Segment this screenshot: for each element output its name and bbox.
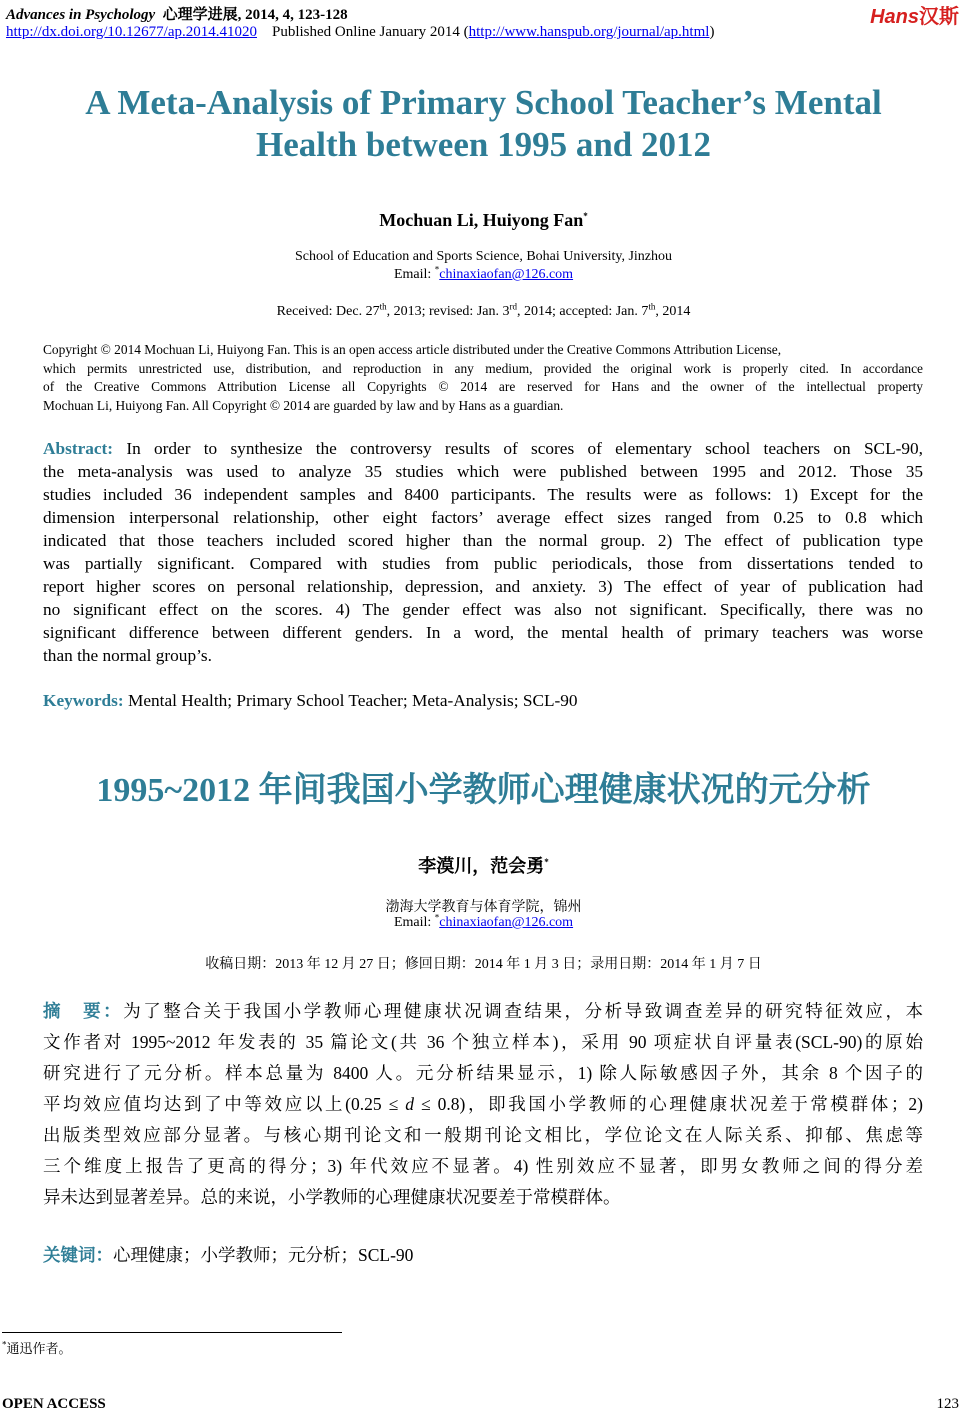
email-cn: Email: *chinaxiaofan@126.com xyxy=(393,912,574,930)
authors-en: Mochuan Li, Huiyong Fan* xyxy=(379,210,588,230)
abstract-label: Abstract: xyxy=(43,439,114,458)
abstract-cn-label: 摘 要： xyxy=(43,1001,124,1021)
footnote-rule xyxy=(2,1332,342,1333)
title-cn: 1995~2012 年间我国小学教师心理健康状况的元分析 xyxy=(96,772,871,809)
received-en: Received: Dec. 27th, 2013; revised: Jan. 3rd, 2014; accepted: Jan. 7th, 2014 xyxy=(276,301,691,319)
received-cn: 收稿日期：2013 年 12 月 27 日；修回日期：2014 年 1 月 3 日；录用日期：2014 年 1 月 7 日 xyxy=(205,957,762,972)
running-header xyxy=(6,3,348,24)
keywords-cn-label: 关键词： xyxy=(43,1245,113,1265)
footnote: *通迅作者。 xyxy=(2,1339,72,1356)
title-en-line1: A Meta-Analysis of Primary School Teacher’s Mental xyxy=(85,83,882,122)
publication-line: http://dx.doi.org/10.12677/ap.2014.41020 Published Online January 2014 (http://www.hanspub.org/journal/ap.html) xyxy=(6,24,715,40)
title-en xyxy=(0,82,967,166)
journal-name-en: Advances in Psychology xyxy=(6,7,156,23)
title-en-line2: Health between 1995 and 2012 xyxy=(256,125,711,164)
published-prefix: Published Online January 2014 ( xyxy=(271,24,469,40)
journal-issue: , 2014, 4, 123-128 xyxy=(237,7,348,23)
abstract-en: Abstract: In order to synthesize the controversy results of scores of elementary school teachers on SCL-90, the meta-analysis was used to analyze 35 studies which were published between 1995 and 2012. Those 35 studies included 36 independent samples and 8400 participants. The results were as follows: 1) Except for the dimension interpersonal relationship, other eight factors’ average effect sizes ranged from 0.25 to 0.8 which indicated that those teachers included scored higher than the normal group. 2) The effect of publication type was partially significant. Compared with studies from public periodicals, those from dissertations tended to report higher scores on personal relationship, depression, and anxiety. 3) The effect of year of publication had no significant effect on the scores. 4) The gender effect was also not significant. Specifically, there was no significant difference between different genders. In a word, the mental health of primary teachers was worse than the normal group’s. xyxy=(43,439,923,665)
open-access-label: OPEN ACCESS xyxy=(2,1396,106,1412)
page-number: 123 xyxy=(936,1396,959,1412)
keywords-label: Keywords: xyxy=(43,691,124,710)
affiliation-cn: 渤海大学教育与体育学院，锦州 xyxy=(385,900,582,915)
journal-url-link[interactable]: http://www.hanspub.org/journal/ap.html xyxy=(468,24,710,40)
email-en: Email: *chinaxiaofan@126.com xyxy=(393,264,574,282)
email-link-en[interactable]: chinaxiaofan@126.com xyxy=(439,267,574,282)
email-link-cn[interactable]: chinaxiaofan@126.com xyxy=(439,915,574,930)
authors-cn: 李漠川，范会勇* xyxy=(418,856,549,876)
copyright-notice: Copyright © 2014 Mochuan Li, Huiyong Fan. This is an open access article distributed under the Creative Commons Attribution License, which permits unrestricted use, distribution, and reproduction in any medium, provided the original work is properly cited. In accordance of the Creative Commons Attribution License all Copyrights © 2014 are reserved for Hans and the owner of the intellectual property Mochuan Li, Huiyong Fan. All Copyright © 2014 are guarded by law and by Hans as a guardian. xyxy=(43,342,923,413)
publisher-logo: Hans汉斯 xyxy=(870,6,959,28)
abstract-cn: 摘 要：为了整合关于我国小学教师心理健康状况调查结果，分析导致调查差异的研究特征效应，本 文作者对 1995~2012 年发表的 35 篇论文(共 36 个独立样本)，采用 90 项症状自评量表(SCL-90)的原始 研究进行了元分析。样本总量为 8400 人。元分析结果显示，1) 除人际敏感因子外，其余 8 个因子的 平均效应值均达到了中等效应以上(0.25 ≤ d ≤ 0.8)，即我国小学教师的心理健康状况差于常模群体；2) 出版类型效应部分显著。与核心期刊论文和一般期刊论文相比，学位论文在人际关系、抑郁、焦虑等 三个维度上报告了更高的得分；3) 年代效应不显著。4) 性别效应不显著，即男女教师之间的得分差 异未达到显著差异。总的来说，小学教师的心理健康状况要差于常模群体。 xyxy=(43,1001,923,1207)
keywords-cn: 关键词：心理健康；小学教师；元分析；SCL-90 xyxy=(43,1245,414,1265)
affiliation-en: School of Education and Sports Science, Bohai University, Jinzhou xyxy=(294,249,673,264)
journal-name-cn: 心理学进展 xyxy=(162,7,238,23)
doi-link[interactable]: http://dx.doi.org/10.12677/ap.2014.41020 xyxy=(6,24,257,40)
keywords-en: Keywords: Mental Health; Primary School Teacher; Meta-Analysis; SCL-90 xyxy=(43,691,578,710)
